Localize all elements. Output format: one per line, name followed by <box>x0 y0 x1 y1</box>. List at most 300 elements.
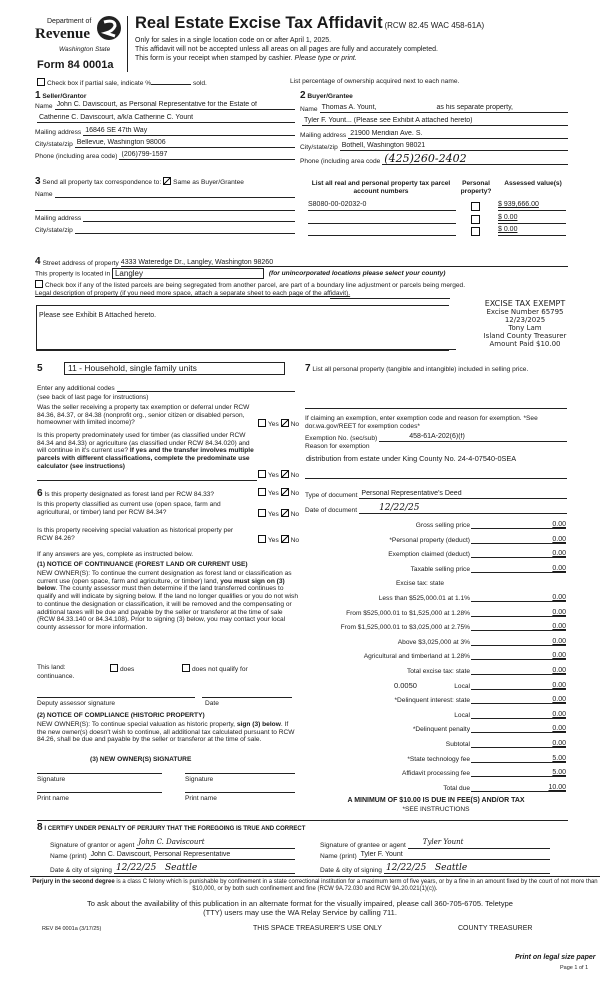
personal-property-checkbox[interactable] <box>471 202 480 211</box>
section-8-top-rule <box>37 820 568 821</box>
yes-label: Yes <box>268 511 279 518</box>
reason-label: Reason for exemption <box>305 443 370 450</box>
dor-logo <box>35 14 125 78</box>
fee-leader <box>471 528 511 529</box>
segregated-row <box>35 280 465 289</box>
label: Mailing address <box>300 132 347 139</box>
owner-signature-line-2[interactable] <box>185 773 295 774</box>
fee-label: Excise tax: state <box>395 580 444 588</box>
q4-no-checkbox[interactable] <box>281 509 289 517</box>
fee-value[interactable]: 0.00 <box>511 609 566 617</box>
local-rate: 0.0050 <box>394 680 417 690</box>
q1-yes-checkbox[interactable] <box>258 419 266 427</box>
label: Name <box>35 191 53 198</box>
legal-label: Legal description of property (if you need more space, attach a separate sheet to each page of the affidavit). <box>35 290 351 297</box>
q1-no-checkbox[interactable] <box>281 419 289 427</box>
fee-row <box>310 563 566 573</box>
does-not-label: does not qualify for <box>192 666 248 673</box>
subtitle-3 <box>135 55 357 62</box>
personal-property-line[interactable] <box>305 408 567 409</box>
header-divider <box>127 16 128 72</box>
fee-label: Total excise tax: state <box>406 668 470 675</box>
label: City/state/zip <box>35 141 73 148</box>
fee-label: Less than $525,000.01 at 1.1% <box>378 595 470 602</box>
n2-bold: sign (3) below <box>236 721 281 728</box>
this-land-label: This land: <box>37 664 66 671</box>
q3-yes-checkbox[interactable] <box>258 488 266 496</box>
fee-leader <box>471 718 511 719</box>
label: City/state/zip <box>300 144 338 151</box>
fee-leader <box>471 630 511 631</box>
label: Signature of grantor or agent <box>50 842 135 849</box>
fee-row <box>310 680 566 690</box>
fee-label: *Personal property (deduct) <box>389 536 470 544</box>
yes-label: Yes <box>268 421 279 428</box>
section-5-number: 5 <box>37 363 43 374</box>
if-yes-note: If any answers are yes, complete as instructed below. <box>37 551 194 558</box>
label: Enter any additional codes <box>37 385 115 392</box>
fee-label: Gross selling price <box>415 522 470 529</box>
q4-yes-checkbox[interactable] <box>258 509 266 517</box>
forest-question-text: Is this property designated as forest land per RCW 84.33? <box>44 491 215 498</box>
assessed-col-header: Assessed value(s) <box>504 180 562 187</box>
grantee-name-field[interactable] <box>320 851 550 860</box>
fee-row <box>310 723 566 733</box>
same-as-buyer-label: Same as Buyer/Grantee <box>173 179 244 186</box>
dor-logo-mark-icon <box>95 14 123 42</box>
stamp-line: Excise Number 65795 <box>486 308 564 316</box>
revision-label: REV 84 0001a (3/17/25) <box>42 926 102 932</box>
fee-leader <box>471 762 511 763</box>
deputy-date-line[interactable] <box>202 697 292 698</box>
timber-question-bold: If yes and the transfer involves multiple parcels with different classifications, complete the predominate use calculator (see instructions) <box>37 447 254 470</box>
buyer-name-suffix: as his separate property, <box>436 104 513 111</box>
no-label: No <box>290 511 300 518</box>
fee-leader <box>471 543 511 544</box>
legal-description-box[interactable] <box>36 305 449 351</box>
seller-mail-field[interactable] <box>35 127 295 136</box>
stamp-line: EXCISE TAX EXEMPT <box>484 299 566 308</box>
segregated-checkbox[interactable] <box>35 280 43 288</box>
page-title <box>135 14 484 33</box>
corr-city-field[interactable] <box>35 225 295 234</box>
fee-row <box>310 650 566 660</box>
same-as-buyer-checkbox[interactable] <box>163 177 171 185</box>
grantor-signature: John C. Daviscourt <box>136 836 295 849</box>
label: Phone (including area code <box>300 158 381 165</box>
label: Date & city of signing <box>50 867 112 874</box>
located-select[interactable]: Langley <box>112 268 264 279</box>
ownership-note: List percentage of ownership acquired next to each name. <box>290 78 460 85</box>
correspondence-label: Send all property tax correspondence to: <box>42 179 162 186</box>
corr-name2-field[interactable] <box>35 210 295 211</box>
buyer-heading-text: Buyer/Grantee <box>307 93 353 100</box>
exemption-question: Was the seller receiving a property tax exemption or deferral under RCW 84.36, 84.37, or 84.38 (nonprofit org., senior citizen or disabled person, homeowner with limited income)? <box>37 404 250 427</box>
grantee-date-value: 12/22/25 Seattle <box>384 863 550 874</box>
fee-label: Taxable selling price <box>410 565 470 573</box>
q5-yes-checkbox[interactable] <box>258 535 266 543</box>
assessed-value-field[interactable]: $ 939,666.00 <box>498 201 566 211</box>
fee-value[interactable]: 0.00 <box>511 521 566 529</box>
buyer-name-value <box>320 104 568 113</box>
grantor-date-field[interactable] <box>50 863 295 874</box>
fee-leader <box>471 616 511 617</box>
q5-answers <box>258 535 299 544</box>
exemption-number-field[interactable] <box>305 433 567 442</box>
title-citation: (RCW 82.45 WAC 458-61A) <box>384 21 485 30</box>
fee-row <box>310 519 566 529</box>
notice-continuance-text <box>37 570 299 632</box>
fee-value[interactable]: 0.00 <box>511 711 566 719</box>
street-field[interactable] <box>35 256 568 267</box>
fee-label: Local <box>454 711 470 719</box>
fee-leader <box>471 601 511 602</box>
fee-leader <box>471 557 511 558</box>
buyer-heading <box>300 90 353 101</box>
does-checkbox[interactable] <box>110 664 118 672</box>
grantor-name-value: John C. Daviscourt, Personal Representative <box>89 851 295 860</box>
n1-text: NEW OWNER(S): To continue the current designation as forest land or classification as current use (open space, farm and agriculture, or timber) land, <box>37 570 292 585</box>
fee-value[interactable]: 0.00 <box>511 652 566 660</box>
treasurer-stamp <box>455 300 595 348</box>
buyer-mail-value: 21900 Meridian Ave. S. <box>348 130 568 139</box>
historical-question: Is this property receiving special valuation as historical property per RCW 84.26? <box>37 527 234 542</box>
corr-name-value <box>55 189 295 198</box>
fee-row <box>310 577 566 587</box>
q1-answers <box>258 419 299 428</box>
fee-row <box>310 548 566 558</box>
no-label: No <box>290 537 300 544</box>
fee-label: Local <box>454 682 470 690</box>
segregated-label: Check box if any of the listed parcels are being segregated from another parcel, are part of a boundary line adjustment or parcels being merged. <box>45 282 466 289</box>
correspondence-heading <box>35 176 244 187</box>
grantee-name-value: Tyler F. Yount <box>359 851 550 860</box>
fee-leader <box>471 674 511 675</box>
grantee-date-field[interactable] <box>320 863 550 874</box>
stamp-line: 12/23/2025 <box>504 316 546 324</box>
no-label: No <box>290 472 300 479</box>
seller-phone-field[interactable] <box>35 151 295 160</box>
continuance-label: continuance. <box>37 673 75 680</box>
q2-answers <box>258 470 299 479</box>
buyer-phone-value: (425)260-2402 <box>382 153 568 165</box>
buyer-name2-field[interactable] <box>300 117 568 126</box>
fee-value[interactable]: 0.00 <box>511 536 566 544</box>
label: Phone (including area code) <box>35 153 118 160</box>
grantor-name-field[interactable] <box>50 851 295 860</box>
fee-label: *Delinquent interest: state <box>394 697 470 705</box>
fee-row <box>310 534 566 544</box>
new-owner-signature-title: (3) NEW OWNER(S) SIGNATURE <box>90 756 192 763</box>
docdate-field[interactable] <box>305 503 567 514</box>
fee-value[interactable]: 0.00 <box>511 638 566 646</box>
fee-value[interactable]: 0.00 <box>511 594 566 602</box>
corr-city-value <box>75 225 295 234</box>
label: Name <box>35 103 53 110</box>
additional-codes-field[interactable] <box>37 383 295 392</box>
timber-question-text: Is this property predominately used for timber (as classified under RCW 84.34 and 84.33) or agriculture (as classified under RCW 84.34.020) and will continue in it's current use? <box>37 432 250 455</box>
seller-city-field[interactable] <box>35 139 295 148</box>
does-label: does <box>120 666 135 673</box>
certify-text: I CERTIFY UNDER PENALTY OF PERJURY THAT THE FOREGOING IS TRUE AND CORRECT <box>44 826 306 832</box>
q3-answers <box>258 488 299 497</box>
personal-col-header: Personal property? <box>460 180 492 195</box>
yes-label: Yes <box>268 537 279 544</box>
fee-value[interactable]: 5.00 <box>511 769 566 777</box>
does-not-option <box>182 664 248 673</box>
assessed-value-field[interactable]: $ 0.00 <box>498 226 566 236</box>
legal-bottom-rule <box>36 349 456 350</box>
fee-value[interactable]: 0.00 <box>511 725 566 733</box>
fee-leader <box>471 791 511 792</box>
seller-heading-text: Seller/Grantor <box>42 93 87 100</box>
fee-leader <box>471 703 511 704</box>
fee-value[interactable]: 0.00 <box>511 623 566 631</box>
seller-heading <box>35 90 86 101</box>
n1-text-rest: . The county assessor must then determine if the land transferred continues to qualify and will indicate by signing below. If the land no longer qualifies or you do not wish to continue the designation or classification, it will be removed and the compensating or additional taxes will be due and payable by the seller or transferor at the time of sale (RCW 84.33.140 or 84.34.108). Prior to signing (3) below, you may contact your local county assessor for more information. <box>37 585 298 631</box>
fee-row <box>310 621 566 631</box>
stamp-line: Amount Paid $10.00 <box>489 340 561 348</box>
buyer-name-field[interactable] <box>300 104 568 113</box>
dept-of-text: Department of <box>47 18 92 25</box>
fee-row <box>310 636 566 646</box>
q2-yes-checkbox[interactable] <box>258 470 266 478</box>
q2-no-checkbox[interactable] <box>281 470 289 478</box>
title-text: Real Estate Excise Tax Affidavit <box>135 14 383 32</box>
section-5-rule <box>37 480 257 481</box>
located-label: This property is located in <box>35 270 111 278</box>
no-label: No <box>290 490 300 497</box>
deputy-date-label: Date <box>205 700 219 707</box>
reason-value[interactable]: distribution from estate under King County No. 24-4-07540-0SEA <box>306 454 517 463</box>
fee-label: *Delinquent penalty <box>412 726 470 734</box>
label: Name <box>300 106 318 113</box>
label: Exemption No. (sec/sub) <box>305 435 378 442</box>
subtitle-3-italic: Please type or print. <box>294 55 357 62</box>
section-number: 6 <box>37 488 43 499</box>
fee-row <box>310 767 566 777</box>
timber-question <box>37 432 257 471</box>
stamp-line: Island County Treasurer <box>483 332 567 340</box>
q3-no-checkbox[interactable] <box>281 488 289 496</box>
perjury-text: is a class C felony which is punishable by confinement in a state correctional institution for a maximum term of five years, or by a fine in an amount fixed by the court of not more than $10,000, or by both such confinement and fine (RCW 9A.72.030 and RCW 9A.20.021(1)(c)). <box>114 879 598 892</box>
section-number: 4 <box>35 256 41 267</box>
subtitle-2: This affidavit will not be accepted unless all areas on all pages are fully and accurately completed. <box>135 46 438 53</box>
current-use-question: Is this property classified as current use (open space, farm and agricultural, or timber) land per RCW 84.34? <box>37 501 221 516</box>
corr-name-field[interactable] <box>35 189 295 198</box>
print-name-label-1: Print name <box>37 795 69 802</box>
does-not-checkbox[interactable] <box>182 664 190 672</box>
assessed-value-field[interactable]: $ 0.00 <box>498 214 566 224</box>
partial-sale-checkbox[interactable] <box>37 78 45 86</box>
section-number: 7 <box>305 363 311 374</box>
fee-value[interactable]: 0.00 <box>511 696 566 704</box>
footer-top-rule <box>30 876 600 877</box>
fee-leader <box>471 659 511 660</box>
label: Street address of property <box>42 260 119 267</box>
form-number: Form 84 0001a <box>37 59 114 71</box>
fee-value[interactable]: 10.00 <box>511 784 566 792</box>
fee-row <box>310 694 566 704</box>
deputy-signature-line[interactable] <box>37 697 195 698</box>
see-instructions: *SEE INSTRUCTIONS <box>402 806 470 813</box>
q5-no-checkbox[interactable] <box>281 535 289 543</box>
county-treasurer-label: COUNTY TREASURER <box>458 925 533 932</box>
buyer-phone-field[interactable] <box>300 153 568 165</box>
n2-text: NEW OWNER(S): To continue special valuation as historic property, <box>37 721 236 728</box>
grantor-date-value: 12/22/25 Seattle <box>114 863 295 874</box>
label: Signature of grantee or agent <box>320 842 406 849</box>
legal-label-rule <box>330 298 450 299</box>
accessibility-note-1: To ask about the availability of this publication in an alternate format for the visually impaired, please call 360-705-6705. Teletype <box>87 899 513 908</box>
notice-continuance-title: (1) NOTICE OF CONTINUANCE (FOREST LAND OR CURRENT USE) <box>37 561 248 568</box>
buyer-name2-value: Tyler F. Yount... (Please see Exhibit A attached hereto) <box>302 117 568 126</box>
parcel-number-field[interactable]: S8080-00-02032-0 <box>308 201 456 211</box>
seller-name-value: John C. Daviscourt, as Personal Representative for the Estate of <box>55 101 295 110</box>
fee-leader <box>471 572 511 573</box>
accessibility-note-2: (TTY) users may use the WA Relay Service by calling 711. <box>203 908 397 917</box>
seller-name-field[interactable] <box>35 101 295 110</box>
personal-property-checkbox[interactable] <box>471 227 480 236</box>
label: Mailing address <box>35 129 82 136</box>
revenue-text: Revenue <box>35 26 90 42</box>
grantor-signature-field[interactable] <box>50 836 295 849</box>
seller-name2-value: Catherine C. Daviscourt, a/k/a Catherine C. Yount <box>37 114 295 123</box>
q4-answers <box>258 509 299 518</box>
perjury-bold: Perjury in the second degree <box>32 879 115 885</box>
owner-print-line-1[interactable] <box>37 792 162 793</box>
label: City/state/zip <box>35 227 73 234</box>
reason-line <box>305 478 567 479</box>
minimum-note: A MINIMUM OF $10.00 IS DUE IN FEE(S) AND/OR TAX <box>347 797 525 804</box>
fee-label: From $525,000.01 to $1,525,000 at 1.28% <box>346 609 470 617</box>
yes-label: Yes <box>268 472 279 479</box>
buyer-name-text: Thomas A. Yount, <box>321 104 377 111</box>
fee-value[interactable]: 0.00 <box>511 682 566 690</box>
docdate-value: 12/22/25 <box>359 503 567 514</box>
partial-sale-suffix: sold. <box>192 80 207 87</box>
land-use-code-select[interactable]: 11 - Household, single family units <box>64 362 285 375</box>
n2-text-rest: . If the new owner(s) doesn't wish to continue, all additional tax calculated pursuant to RCW 84.26, shall be due and payable by the seller or transferor at the time of sale. <box>37 721 295 744</box>
seller-name2-field[interactable] <box>35 114 295 123</box>
state-text: Washington State <box>59 46 111 53</box>
fee-value[interactable]: 0.00 <box>511 740 566 748</box>
notice-compliance-title: (2) NOTICE OF COMPLIANCE (HISTORIC PROPERTY) <box>37 712 205 719</box>
personal-property-text: List all personal property (tangible and intangible) included in selling price. <box>312 366 529 373</box>
parcel-row <box>308 201 568 212</box>
print-legal-note: Print on legal size paper <box>515 954 596 961</box>
owner-signature-line-1[interactable] <box>37 773 162 774</box>
seller-city-value: Bellevue, Washington 98006 <box>75 139 295 148</box>
parcel-number-field[interactable] <box>308 214 456 224</box>
fee-label: Total due <box>443 784 470 792</box>
fee-value[interactable]: 5.00 <box>511 755 566 763</box>
parcel-col-header: List all real and personal property tax parcel account numbers <box>311 180 451 195</box>
treasurer-use-label: THIS SPACE TREASURER'S USE ONLY <box>253 925 382 932</box>
personal-property-checkbox[interactable] <box>471 215 480 224</box>
seller-mail-value: 16846 SE 47th Way <box>83 127 295 136</box>
section-number: 2 <box>300 90 306 101</box>
claim-exemption-text: If claiming an exemption, enter exemption code and reason for exemption. *See dor.wa.gov/REET for exemption codes* <box>305 415 538 430</box>
exemption-number-value: 458-61A-202(6)(f) <box>379 433 567 442</box>
fee-label: From $1,525,000.01 to $3,025,000 at 2.75% <box>340 624 470 632</box>
fee-label: Affidavit processing fee <box>401 770 470 778</box>
label: Name (print) <box>50 853 87 860</box>
n1-bold: you must sign on (3) below <box>37 577 285 593</box>
fee-leader <box>471 776 511 777</box>
parcel-number-field[interactable] <box>308 226 456 236</box>
certify-heading <box>37 822 305 833</box>
fee-label: Subtotal <box>445 741 470 748</box>
seller-phone-value: (206)799-1597 <box>119 151 295 160</box>
buyer-mail-field[interactable] <box>300 130 568 139</box>
fee-row <box>310 782 566 792</box>
fee-value[interactable]: 0.00 <box>511 565 566 573</box>
doctype-field[interactable] <box>305 490 567 499</box>
section-number: 8 <box>37 822 43 833</box>
fee-row <box>310 753 566 763</box>
fee-row <box>310 665 566 675</box>
parcel-row <box>308 214 568 225</box>
partial-sale-percent-field[interactable] <box>151 84 191 85</box>
fee-leader <box>471 747 511 748</box>
grantee-signature-field[interactable] <box>320 836 550 849</box>
signature-label-2: Signature <box>185 776 214 783</box>
parcel-row <box>308 226 568 237</box>
fee-label: *State technology fee <box>407 755 470 763</box>
perjury-note <box>30 879 600 893</box>
located-row <box>35 268 445 279</box>
page-number: Page 1 of 1 <box>560 965 589 971</box>
buyer-city-value: Bothell, Washington 98021 <box>340 142 568 151</box>
corr-mail-field[interactable] <box>35 213 295 222</box>
owner-print-line-2[interactable] <box>185 792 295 793</box>
partial-sale-label: Check box if partial sale, indicate % <box>47 80 152 87</box>
label: Type of document <box>305 492 358 499</box>
subtitle-1: Only for sales in a single location code on or after April 1, 2025. <box>135 37 332 44</box>
no-label: No <box>290 421 300 428</box>
fee-value[interactable]: 0.00 <box>511 667 566 675</box>
fee-row <box>310 592 566 602</box>
fee-leader <box>471 689 511 690</box>
legal-description-value: Please see Exhibit B Attached hereto. <box>39 312 157 319</box>
notice-compliance-text <box>37 721 299 744</box>
doctype-value: Personal Representative's Deed <box>359 490 567 499</box>
personal-property-label <box>305 364 567 376</box>
fee-leader <box>471 645 511 646</box>
partial-sale <box>37 78 207 87</box>
fee-value[interactable]: 0.00 <box>511 550 566 558</box>
fee-label: Exemption claimed (deduct) <box>388 551 470 559</box>
signature-label-1: Signature <box>37 776 66 783</box>
section-number: 3 <box>35 176 41 187</box>
label: Date & city of signing <box>320 867 382 874</box>
located-note: (for unincorporated locations please select your county) <box>268 270 446 278</box>
see-back-note: (see back of last page for instructions) <box>37 394 149 401</box>
yes-label: Yes <box>268 490 279 497</box>
label: Mailing address <box>35 215 82 222</box>
fee-row <box>310 709 566 719</box>
subtitle-3-text: This form is your receipt when stamped by cashier. <box>135 55 293 62</box>
corr-mail-value <box>83 213 295 222</box>
section-number: 1 <box>35 90 41 101</box>
does-option <box>110 664 134 673</box>
stamp-line: Tony Lam <box>508 324 542 332</box>
fee-row <box>310 607 566 617</box>
buyer-city-field[interactable] <box>300 142 568 151</box>
print-name-label-2: Print name <box>185 795 217 802</box>
label: Name (print) <box>320 853 357 860</box>
